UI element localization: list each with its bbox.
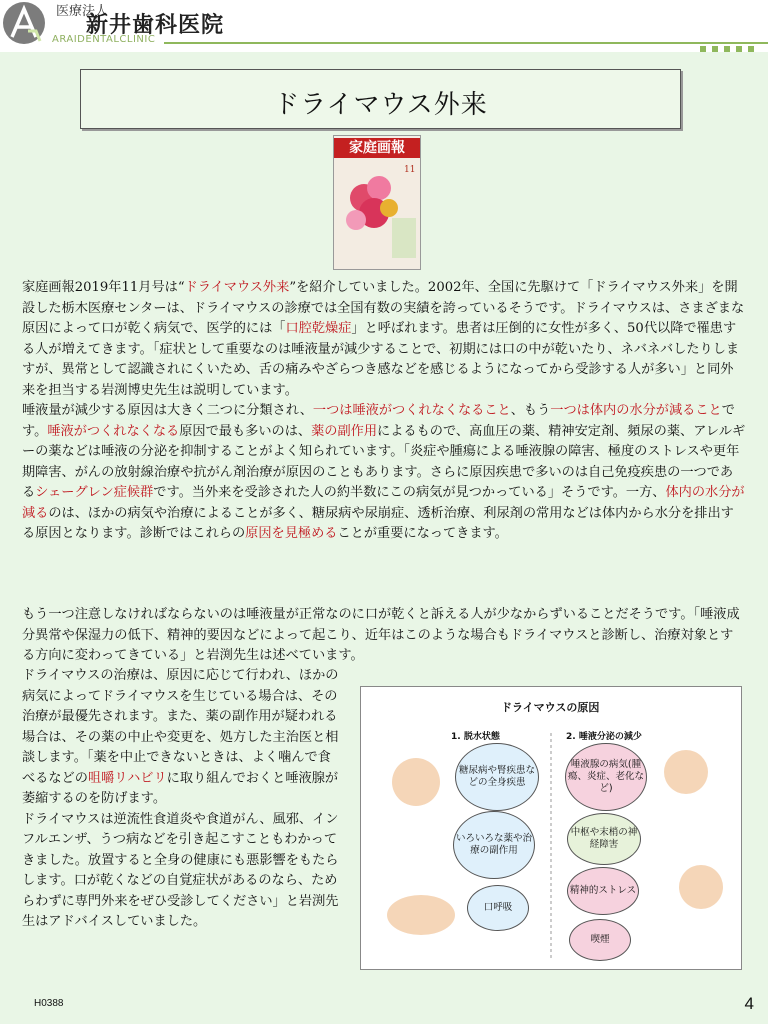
bubble-salivary-gland-disease: 唾液腺の病気(腫瘍、炎症、老化など) <box>565 743 647 811</box>
highlighted-text: 咀嚼リハビリ <box>87 770 167 786</box>
body-text: ドライマウスの治療は、原因に応じて行われ、ほかの病気によってドライマウスを生じている場合は、その治療が最優先されます。また、薬の副作用が疑われる場合は、その薬の中止や変更を、処方した主治医と相談します。「薬を中止できないときは、よく噛んで食べるなどの <box>22 668 339 786</box>
bubble-systemic-disease: 糖尿病や腎疾患などの全身疾患 <box>455 743 539 811</box>
body-text: 」と呼ばれます。患者は圧倒的に女性が多く、50代以降で罹患する人が増えてきます。「症状として重要なのは唾液量が減少することで、初期には口の中が乾いたり、ネバネバしたりしますが、異常として認識されにくいため、舌の痛みやざらつき感などを感じるようになってから受診する人が多い」と同外来を担当する岩渕博史先生は説明しています。 <box>22 321 740 398</box>
body-text: ことが重要になってきます。 <box>337 526 508 541</box>
body-text: です。 <box>22 403 735 439</box>
header-square <box>712 46 718 52</box>
body-text: によるもので、高血圧の薬、精神安定剤、頻尿の薬、アレルギーの薬などは唾液の分泌を抑制することがよく知られています。「炎症や腫瘍による唾液腺の障害、極度のストレスや更年期障害、がんの放射線治療や抗がん剤治療が原因のこともあります。さらに原因疾患で多いのは自己免疫疾患の一つである <box>22 423 746 500</box>
bubble-smoking: 喫煙 <box>569 919 631 961</box>
highlighted-text: 唾液がつくれなくなる <box>47 423 180 439</box>
document-code: H0388 <box>34 998 64 1009</box>
clinic-logo-icon <box>2 1 46 45</box>
diagram-lines <box>361 687 741 969</box>
diagram-heading-saliva-reduction: 2. 唾液分泌の減少 <box>566 732 642 742</box>
article-paragraph-1 <box>22 278 746 545</box>
body-text: です。当外来を受診された人の約半数にこの病気が見つかっている」そうです。一方、 <box>153 485 666 500</box>
highlighted-text: シェーグレン症候群 <box>35 485 154 500</box>
magazine-issue: 11 <box>404 165 416 175</box>
causes-diagram <box>360 686 742 970</box>
clinic-roman-name: ARAIDENTALCLINIC <box>52 34 156 45</box>
title-box <box>80 69 681 129</box>
bubble-mental-stress: 精神的ストレス <box>567 867 639 915</box>
header-square <box>700 46 706 52</box>
body-text: ドライマウスは逆流性食道炎や食道がん、風邪、インフルエンザ、うつ病などを引き起こすこともわかってきました。放置すると全身の健康にも悪影響をもたらします。口が乾くなどの自覚症状があるのなら、ためらわずに専門外来をぜひ受診してください」と岩渕先生はアドバイスしていました。 <box>22 811 339 929</box>
article-paragraph-3 <box>22 666 342 933</box>
body-text: ”を紹介していました。2002年、全国に先駆けて「ドライマウス外来」を開設した栃木医療センターは、ドライマウスの診療では全国有数の実績を誇っているそうです。ドライマウスは、さまざまな原因によって口が乾く病気で、医学的には「 <box>22 280 745 336</box>
header-square <box>748 46 754 52</box>
body-text: のは、ほかの病気や治療によることが多く、糖尿病や尿崩症、透析治療、利尿剤の常用などは体内から水分を排出する原因となります。診断ではこれらの <box>22 505 734 541</box>
body-text: に取り組んでおくと唾液腺が萎縮するのを防げます。 <box>22 770 339 806</box>
clinic-name: 新井歯科医院 <box>86 13 225 38</box>
highlighted-text: 一つは唾液がつくれなくなること <box>312 403 511 418</box>
header-square <box>736 46 742 52</box>
body-text: もう一つ注意しなければならないのは唾液量が正常なのに口が乾くと訴える人が少なからずいることだそうです。「唾液成分異常や保湿力の低下、精神的要因などによって起こり、近年はこのような場合もドライマウスと診断し、治療対象とする方向に変わってきている」と岩渕先生は述べています。 <box>22 607 740 663</box>
body-text: 家庭画報2019年11月号は“ <box>22 280 185 295</box>
header-divider <box>164 42 768 44</box>
bubble-mouth-breathing: 口呼吸 <box>467 885 529 931</box>
body-text: 唾液量が減少する原因は大きく二つに分類され、 <box>22 403 313 418</box>
page-number: 4 <box>744 994 754 1013</box>
highlighted-text: 一つは体内の水分が減ること <box>550 403 722 418</box>
article-paragraph-2 <box>22 605 746 667</box>
highlighted-text: 薬の副作用 <box>311 423 378 439</box>
magazine-cover <box>333 135 421 270</box>
clinic-header <box>0 0 768 52</box>
magazine-title: 家庭画報 <box>334 138 420 158</box>
body-text: 、もう <box>510 403 551 418</box>
highlighted-text: 口腔乾燥症 <box>285 321 352 336</box>
flower-photo-icon <box>334 158 420 269</box>
bubble-drug-side-effects: いろいろな薬や治療の副作用 <box>453 811 535 879</box>
diagram-heading-dehydration: 1. 脱水状態 <box>451 732 500 742</box>
bubble-nerve-disorder: 中枢や末梢の神経障害 <box>567 813 641 865</box>
highlighted-text: 体内の水分が減る <box>22 485 745 521</box>
page-title: ドライマウス外来 <box>273 90 488 120</box>
header-square <box>724 46 730 52</box>
highlighted-text: ドライマウス外来 <box>184 280 290 295</box>
highlighted-text: 原因を見極める <box>245 526 338 541</box>
clinic-prefix: 医療法人 <box>56 4 109 19</box>
body-text: 原因で最も多いのは、 <box>179 423 312 439</box>
diagram-title: ドライマウスの原因 <box>501 701 600 714</box>
